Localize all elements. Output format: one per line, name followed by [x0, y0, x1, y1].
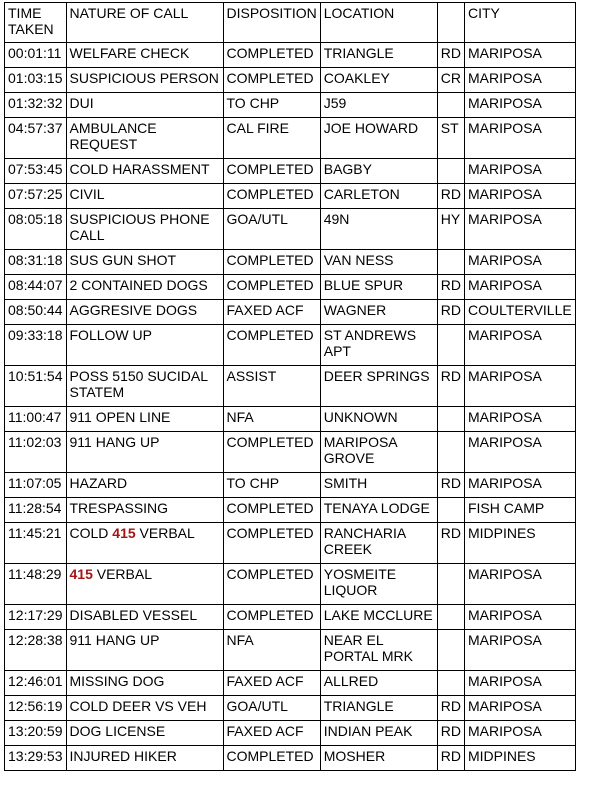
- disposition-cell: FAXED ACF: [223, 721, 320, 746]
- nature-cell: [66, 407, 223, 432]
- time-cell: 11:28:54: [5, 498, 67, 523]
- street-suffix-cell: RD: [437, 696, 464, 721]
- street-suffix-cell: RD: [437, 300, 464, 325]
- disposition-cell: COMPLETED: [223, 275, 320, 300]
- nature-text: 911 OPEN LINE: [69, 409, 171, 425]
- disposition-cell: COMPLETED: [223, 250, 320, 275]
- time-cell: 11:45:21: [5, 523, 67, 564]
- nature-text: HAZARD: [69, 475, 128, 491]
- penal-code-highlight: 415: [112, 525, 136, 541]
- disposition-cell: FAXED ACF: [223, 300, 320, 325]
- city-cell: MARIPOSA: [464, 209, 575, 250]
- city-cell: MARIPOSA: [464, 325, 575, 366]
- header-time-taken: TIME TAKEN: [5, 3, 67, 43]
- disposition-cell: TO CHP: [223, 93, 320, 118]
- nature-text: COLD DEER VS VEH: [69, 698, 207, 714]
- street-suffix-cell: [437, 159, 464, 184]
- time-cell: 10:51:54: [5, 366, 67, 407]
- location-cell: BAGBY: [320, 159, 437, 184]
- disposition-cell: CAL FIRE: [223, 118, 320, 159]
- nature-cell: [66, 671, 223, 696]
- nature-cell: [66, 564, 223, 605]
- nature-cell: [66, 118, 223, 159]
- nature-cell: [66, 498, 223, 523]
- city-cell: MARIPOSA: [464, 407, 575, 432]
- street-suffix-cell: [437, 630, 464, 671]
- location-cell: J59: [320, 93, 437, 118]
- nature-text: CIVIL: [69, 186, 105, 202]
- disposition-cell: GOA/UTL: [223, 696, 320, 721]
- nature-cell: [66, 721, 223, 746]
- nature-text: TRESPASSING: [69, 500, 169, 516]
- street-suffix-cell: [437, 432, 464, 473]
- location-cell: ALLRED: [320, 671, 437, 696]
- nature-cell: [66, 366, 223, 407]
- header-city: CITY: [464, 3, 575, 43]
- table-row: [5, 671, 576, 696]
- city-cell: FISH CAMP: [464, 498, 575, 523]
- location-cell: MARIPOSA GROVE: [320, 432, 437, 473]
- table-row: [5, 498, 576, 523]
- street-suffix-cell: [437, 605, 464, 630]
- city-cell: MARIPOSA: [464, 159, 575, 184]
- time-cell: 13:29:53: [5, 746, 67, 771]
- table-row: [5, 366, 576, 407]
- table-row: [5, 159, 576, 184]
- table-row: [5, 250, 576, 275]
- nature-cell: [66, 250, 223, 275]
- location-cell: WAGNER: [320, 300, 437, 325]
- nature-cell: [66, 68, 223, 93]
- nature-text: SUS GUN SHOT: [69, 252, 177, 268]
- city-cell: MARIPOSA: [464, 184, 575, 209]
- street-suffix-cell: RD: [437, 366, 464, 407]
- city-cell: MARIPOSA: [464, 366, 575, 407]
- table-row: [5, 473, 576, 498]
- nature-cell: [66, 184, 223, 209]
- disposition-cell: COMPLETED: [223, 325, 320, 366]
- city-cell: MARIPOSA: [464, 93, 575, 118]
- time-cell: 11:07:05: [5, 473, 67, 498]
- disposition-cell: COMPLETED: [223, 432, 320, 473]
- nature-cell: [66, 43, 223, 68]
- nature-cell: [66, 746, 223, 771]
- disposition-cell: COMPLETED: [223, 68, 320, 93]
- street-suffix-cell: RD: [437, 184, 464, 209]
- time-cell: 08:44:07: [5, 275, 67, 300]
- city-cell: MARIPOSA: [464, 564, 575, 605]
- location-cell: NEAR EL PORTAL MRK: [320, 630, 437, 671]
- nature-text: DOG LICENSE: [69, 723, 166, 739]
- header-nature-of-call: NATURE OF CALL: [66, 3, 223, 43]
- street-suffix-cell: RD: [437, 746, 464, 771]
- disposition-cell: NFA: [223, 407, 320, 432]
- location-cell: TRIANGLE: [320, 696, 437, 721]
- nature-text: DISABLED VESSEL: [69, 607, 198, 623]
- time-cell: 12:17:29: [5, 605, 67, 630]
- location-cell: UNKNOWN: [320, 407, 437, 432]
- nature-cell: [66, 605, 223, 630]
- location-cell: LAKE MCCLURE: [320, 605, 437, 630]
- street-suffix-cell: [437, 564, 464, 605]
- nature-text: 911 HANG UP: [69, 434, 160, 450]
- disposition-cell: ASSIST: [223, 366, 320, 407]
- street-suffix-cell: [437, 498, 464, 523]
- nature-cell: [66, 275, 223, 300]
- time-cell: 07:57:25: [5, 184, 67, 209]
- location-cell: RANCHARIA CREEK: [320, 523, 437, 564]
- table-row: [5, 43, 576, 68]
- table-row: [5, 407, 576, 432]
- time-cell: 12:28:38: [5, 630, 67, 671]
- nature-cell: [66, 473, 223, 498]
- table-row: [5, 696, 576, 721]
- street-suffix-cell: RD: [437, 523, 464, 564]
- city-cell: MARIPOSA: [464, 275, 575, 300]
- nature-cell: [66, 325, 223, 366]
- street-suffix-cell: RD: [437, 43, 464, 68]
- disposition-cell: COMPLETED: [223, 184, 320, 209]
- header-location: LOCATION: [320, 3, 437, 43]
- table-row: [5, 300, 576, 325]
- time-cell: 11:02:03: [5, 432, 67, 473]
- header-row: [5, 3, 576, 43]
- city-cell: MARIPOSA: [464, 118, 575, 159]
- city-cell: MARIPOSA: [464, 630, 575, 671]
- city-cell: MIDPINES: [464, 746, 575, 771]
- nature-cell: [66, 300, 223, 325]
- location-cell: COAKLEY: [320, 68, 437, 93]
- table-row: [5, 184, 576, 209]
- table-row: [5, 325, 576, 366]
- location-cell: TRIANGLE: [320, 43, 437, 68]
- city-cell: MARIPOSA: [464, 68, 575, 93]
- disposition-cell: COMPLETED: [223, 498, 320, 523]
- time-cell: 08:50:44: [5, 300, 67, 325]
- nature-text: COLD: [69, 525, 113, 541]
- street-suffix-cell: RD: [437, 721, 464, 746]
- location-cell: BLUE SPUR: [320, 275, 437, 300]
- table-row: [5, 564, 576, 605]
- table-row: [5, 432, 576, 473]
- nature-text: WELFARE CHECK: [69, 45, 190, 61]
- nature-cell: [66, 696, 223, 721]
- nature-text: AGGRESIVE DOGS: [69, 302, 198, 318]
- table-row: [5, 605, 576, 630]
- table-row: [5, 68, 576, 93]
- table-row: [5, 746, 576, 771]
- nature-text: SUSPICIOUS PHONE CALL: [69, 211, 210, 243]
- street-suffix-cell: ST: [437, 118, 464, 159]
- street-suffix-cell: RD: [437, 473, 464, 498]
- city-cell: MARIPOSA: [464, 605, 575, 630]
- table-row: [5, 275, 576, 300]
- penal-code-highlight: 415: [69, 566, 93, 582]
- time-cell: 12:56:19: [5, 696, 67, 721]
- location-cell: MOSHER: [320, 746, 437, 771]
- table-row: [5, 93, 576, 118]
- table-row: [5, 721, 576, 746]
- location-cell: INDIAN PEAK: [320, 721, 437, 746]
- street-suffix-cell: CR: [437, 68, 464, 93]
- location-cell: YOSMEITE LIQUOR: [320, 564, 437, 605]
- nature-cell: [66, 159, 223, 184]
- nature-cell: [66, 93, 223, 118]
- city-cell: MARIPOSA: [464, 671, 575, 696]
- time-cell: 04:57:37: [5, 118, 67, 159]
- table-row: [5, 630, 576, 671]
- street-suffix-cell: [437, 671, 464, 696]
- disposition-cell: COMPLETED: [223, 159, 320, 184]
- street-suffix-cell: RD: [437, 275, 464, 300]
- location-cell: CARLETON: [320, 184, 437, 209]
- nature-text: MISSING DOG: [69, 673, 165, 689]
- header-disposition: DISPOSITION: [223, 3, 320, 43]
- time-cell: 00:01:11: [5, 43, 67, 68]
- disposition-cell: COMPLETED: [223, 523, 320, 564]
- nature-text: FOLLOW UP: [69, 327, 152, 343]
- location-cell: VAN NESS: [320, 250, 437, 275]
- header-street-suffix: [437, 3, 464, 43]
- time-cell: 01:32:32: [5, 93, 67, 118]
- call-log-table: [4, 2, 576, 771]
- nature-cell: [66, 630, 223, 671]
- nature-text: 2 CONTAINED DOGS: [69, 277, 208, 293]
- disposition-cell: NFA: [223, 630, 320, 671]
- location-cell: 49N: [320, 209, 437, 250]
- time-cell: 07:53:45: [5, 159, 67, 184]
- table-row: [5, 118, 576, 159]
- time-cell: 08:05:18: [5, 209, 67, 250]
- time-cell: 11:48:29: [5, 564, 67, 605]
- disposition-cell: COMPLETED: [223, 605, 320, 630]
- location-cell: DEER SPRINGS: [320, 366, 437, 407]
- time-cell: 11:00:47: [5, 407, 67, 432]
- time-cell: 13:20:59: [5, 721, 67, 746]
- street-suffix-cell: [437, 250, 464, 275]
- nature-text: 911 HANG UP: [69, 632, 160, 648]
- city-cell: MIDPINES: [464, 523, 575, 564]
- disposition-cell: COMPLETED: [223, 746, 320, 771]
- city-cell: MARIPOSA: [464, 696, 575, 721]
- table-row: [5, 523, 576, 564]
- city-cell: MARIPOSA: [464, 432, 575, 473]
- location-cell: TENAYA LODGE: [320, 498, 437, 523]
- disposition-cell: GOA/UTL: [223, 209, 320, 250]
- time-cell: 01:03:15: [5, 68, 67, 93]
- street-suffix-cell: HY: [437, 209, 464, 250]
- nature-cell: [66, 432, 223, 473]
- location-cell: SMITH: [320, 473, 437, 498]
- city-cell: MARIPOSA: [464, 721, 575, 746]
- nature-text: DUI: [69, 95, 94, 111]
- city-cell: COULTERVILLE: [464, 300, 575, 325]
- street-suffix-cell: [437, 325, 464, 366]
- disposition-cell: TO CHP: [223, 473, 320, 498]
- nature-cell: [66, 209, 223, 250]
- disposition-cell: COMPLETED: [223, 43, 320, 68]
- nature-cell: [66, 523, 223, 564]
- street-suffix-cell: [437, 407, 464, 432]
- nature-text: POSS 5150 SUCIDAL STATEM: [69, 368, 208, 400]
- time-cell: 09:33:18: [5, 325, 67, 366]
- nature-text: INJURED HIKER: [69, 748, 177, 764]
- disposition-cell: COMPLETED: [223, 564, 320, 605]
- table-row: [5, 209, 576, 250]
- time-cell: 12:46:01: [5, 671, 67, 696]
- nature-text: SUSPICIOUS PERSON: [69, 70, 219, 86]
- city-cell: MARIPOSA: [464, 43, 575, 68]
- nature-text-suffix: VERBAL: [135, 525, 195, 541]
- nature-text: COLD HARASSMENT: [69, 161, 210, 177]
- location-cell: ST ANDREWS APT: [320, 325, 437, 366]
- location-cell: JOE HOWARD: [320, 118, 437, 159]
- city-cell: MARIPOSA: [464, 473, 575, 498]
- city-cell: MARIPOSA: [464, 250, 575, 275]
- street-suffix-cell: [437, 93, 464, 118]
- nature-text: AMBULANCE REQUEST: [69, 120, 157, 152]
- nature-text-suffix: VERBAL: [92, 566, 152, 582]
- time-cell: 08:31:18: [5, 250, 67, 275]
- disposition-cell: FAXED ACF: [223, 671, 320, 696]
